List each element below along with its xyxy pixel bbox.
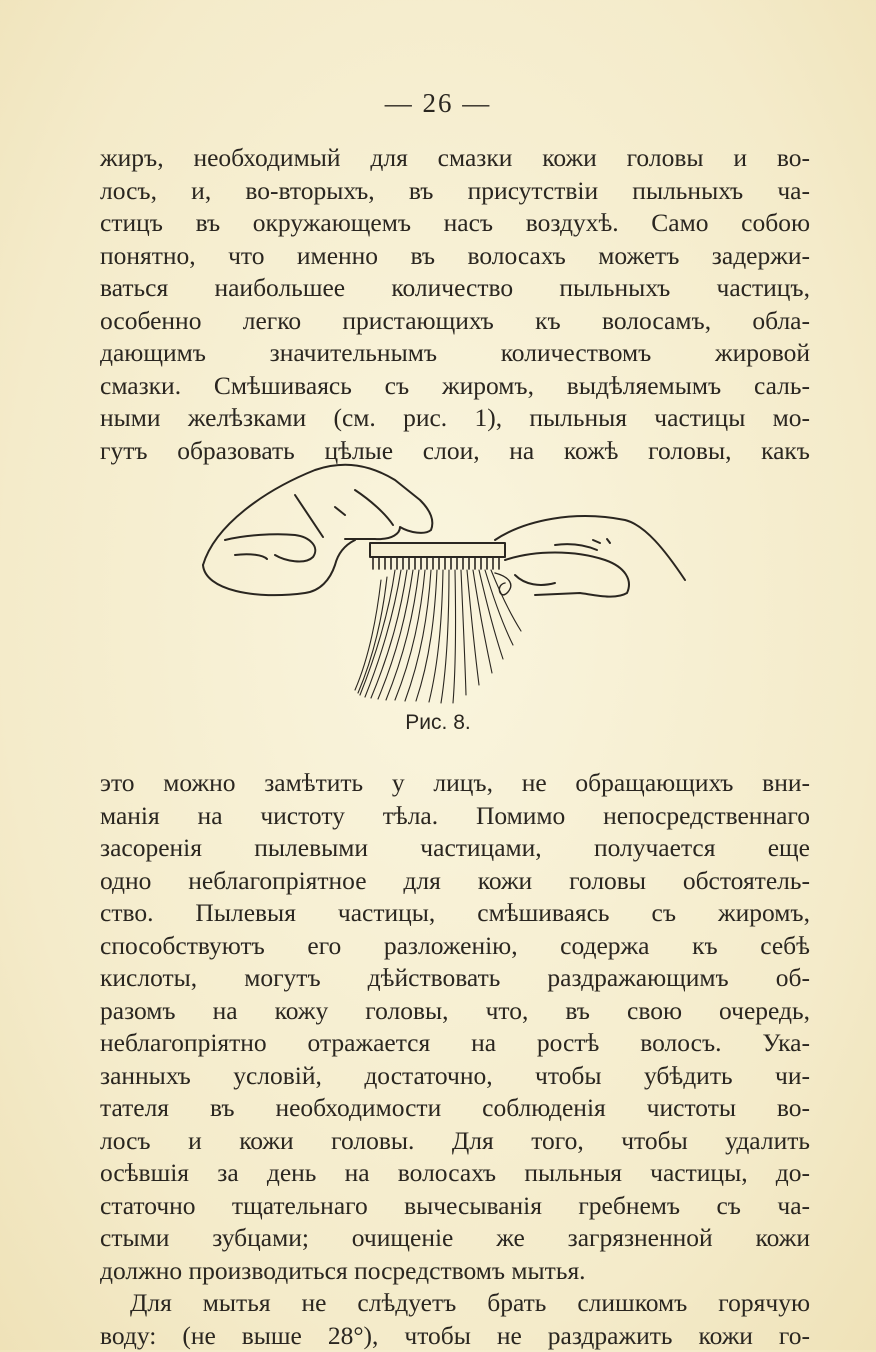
text-line: гутъ образовать цѣлые слои, на кожѣ головы, какъ bbox=[100, 435, 810, 468]
text-line: стицъ въ окружающемъ насъ воздухѣ. Само собою bbox=[100, 207, 810, 240]
text-line: ными желѣзками (см. рис. 1), пыльныя частицы мо- bbox=[100, 402, 810, 435]
text-line: понятно, что именно въ волосахъ можетъ задержи- bbox=[100, 240, 810, 273]
text-line: должно производиться посредствомъ мытья. bbox=[100, 1255, 810, 1288]
text-line: манія на чистоту тѣла. Помимо непосредственнаго bbox=[100, 800, 810, 833]
text-line: разомъ на кожу головы, что, въ свою очередь, bbox=[100, 995, 810, 1028]
text-line: занныхъ условій, достаточно, чтобы убѣдить чи- bbox=[100, 1060, 810, 1093]
text-line: это можно замѣтить у лицъ, не обращающихъ вни- bbox=[100, 767, 810, 800]
text-line: ство. Пылевыя частицы, смѣшиваясь съ жиромъ, bbox=[100, 897, 810, 930]
text-line: неблагопріятно отражается на ростѣ волосъ. Ука- bbox=[100, 1027, 810, 1060]
left-hand-thumb bbox=[203, 540, 355, 595]
text-line: дающимъ значительнымъ количествомъ жировой bbox=[100, 337, 810, 370]
text-line: способствуютъ его разложенію, содержа къ себѣ bbox=[100, 930, 810, 963]
text-line: засоренія пылевыми частицами, получается еще bbox=[100, 832, 810, 865]
paragraph-bottom bbox=[100, 767, 810, 1352]
hair-strands bbox=[355, 570, 521, 703]
text-line: Для мытья не слѣдуетъ брать слишкомъ горячую bbox=[100, 1287, 810, 1320]
text-line: лосъ и кожи головы. Для того, чтобы удалить bbox=[100, 1125, 810, 1158]
paragraph-top bbox=[100, 142, 810, 467]
page-number: — 26 — bbox=[0, 88, 876, 119]
text-line: смазки. Смѣшиваясь съ жиромъ, выдѣляемымъ саль- bbox=[100, 370, 810, 403]
text-line: особенно легко пристающихъ къ волосамъ, обла- bbox=[100, 305, 810, 338]
text-line: жиръ, необходимый для смазки кожи головы и во- bbox=[100, 142, 810, 175]
text-line: лосъ, и, во-вторыхъ, въ присутствіи пыльныхъ ча- bbox=[100, 175, 810, 208]
text-line: осѣвшія за день на волосахъ пыльныя частицы, до- bbox=[100, 1157, 810, 1190]
text-line: стыми зубцами; очищеніе же загрязненной кожи bbox=[100, 1222, 810, 1255]
text-line: ваться наибольшее количество пыльныхъ частицъ, bbox=[100, 272, 810, 305]
figure-caption: Рис. 8. bbox=[0, 711, 876, 735]
hand-with-comb-illustration bbox=[195, 455, 705, 710]
text-line: воду: (не выше 28°), чтобы не раздражить кожи го- bbox=[100, 1320, 810, 1352]
figure-hand-combing-hair bbox=[195, 455, 705, 710]
text-line: кислоты, могутъ дѣйствовать раздражающимъ об- bbox=[100, 962, 810, 995]
comb bbox=[370, 543, 505, 557]
text-line: статочно тщательнаго вычесыванія гребнемъ съ ча- bbox=[100, 1190, 810, 1223]
text-line: тателя въ необходимости соблюденія чистоты во- bbox=[100, 1092, 810, 1125]
text-line: одно неблагопріятное для кожи головы обстоятель- bbox=[100, 865, 810, 898]
